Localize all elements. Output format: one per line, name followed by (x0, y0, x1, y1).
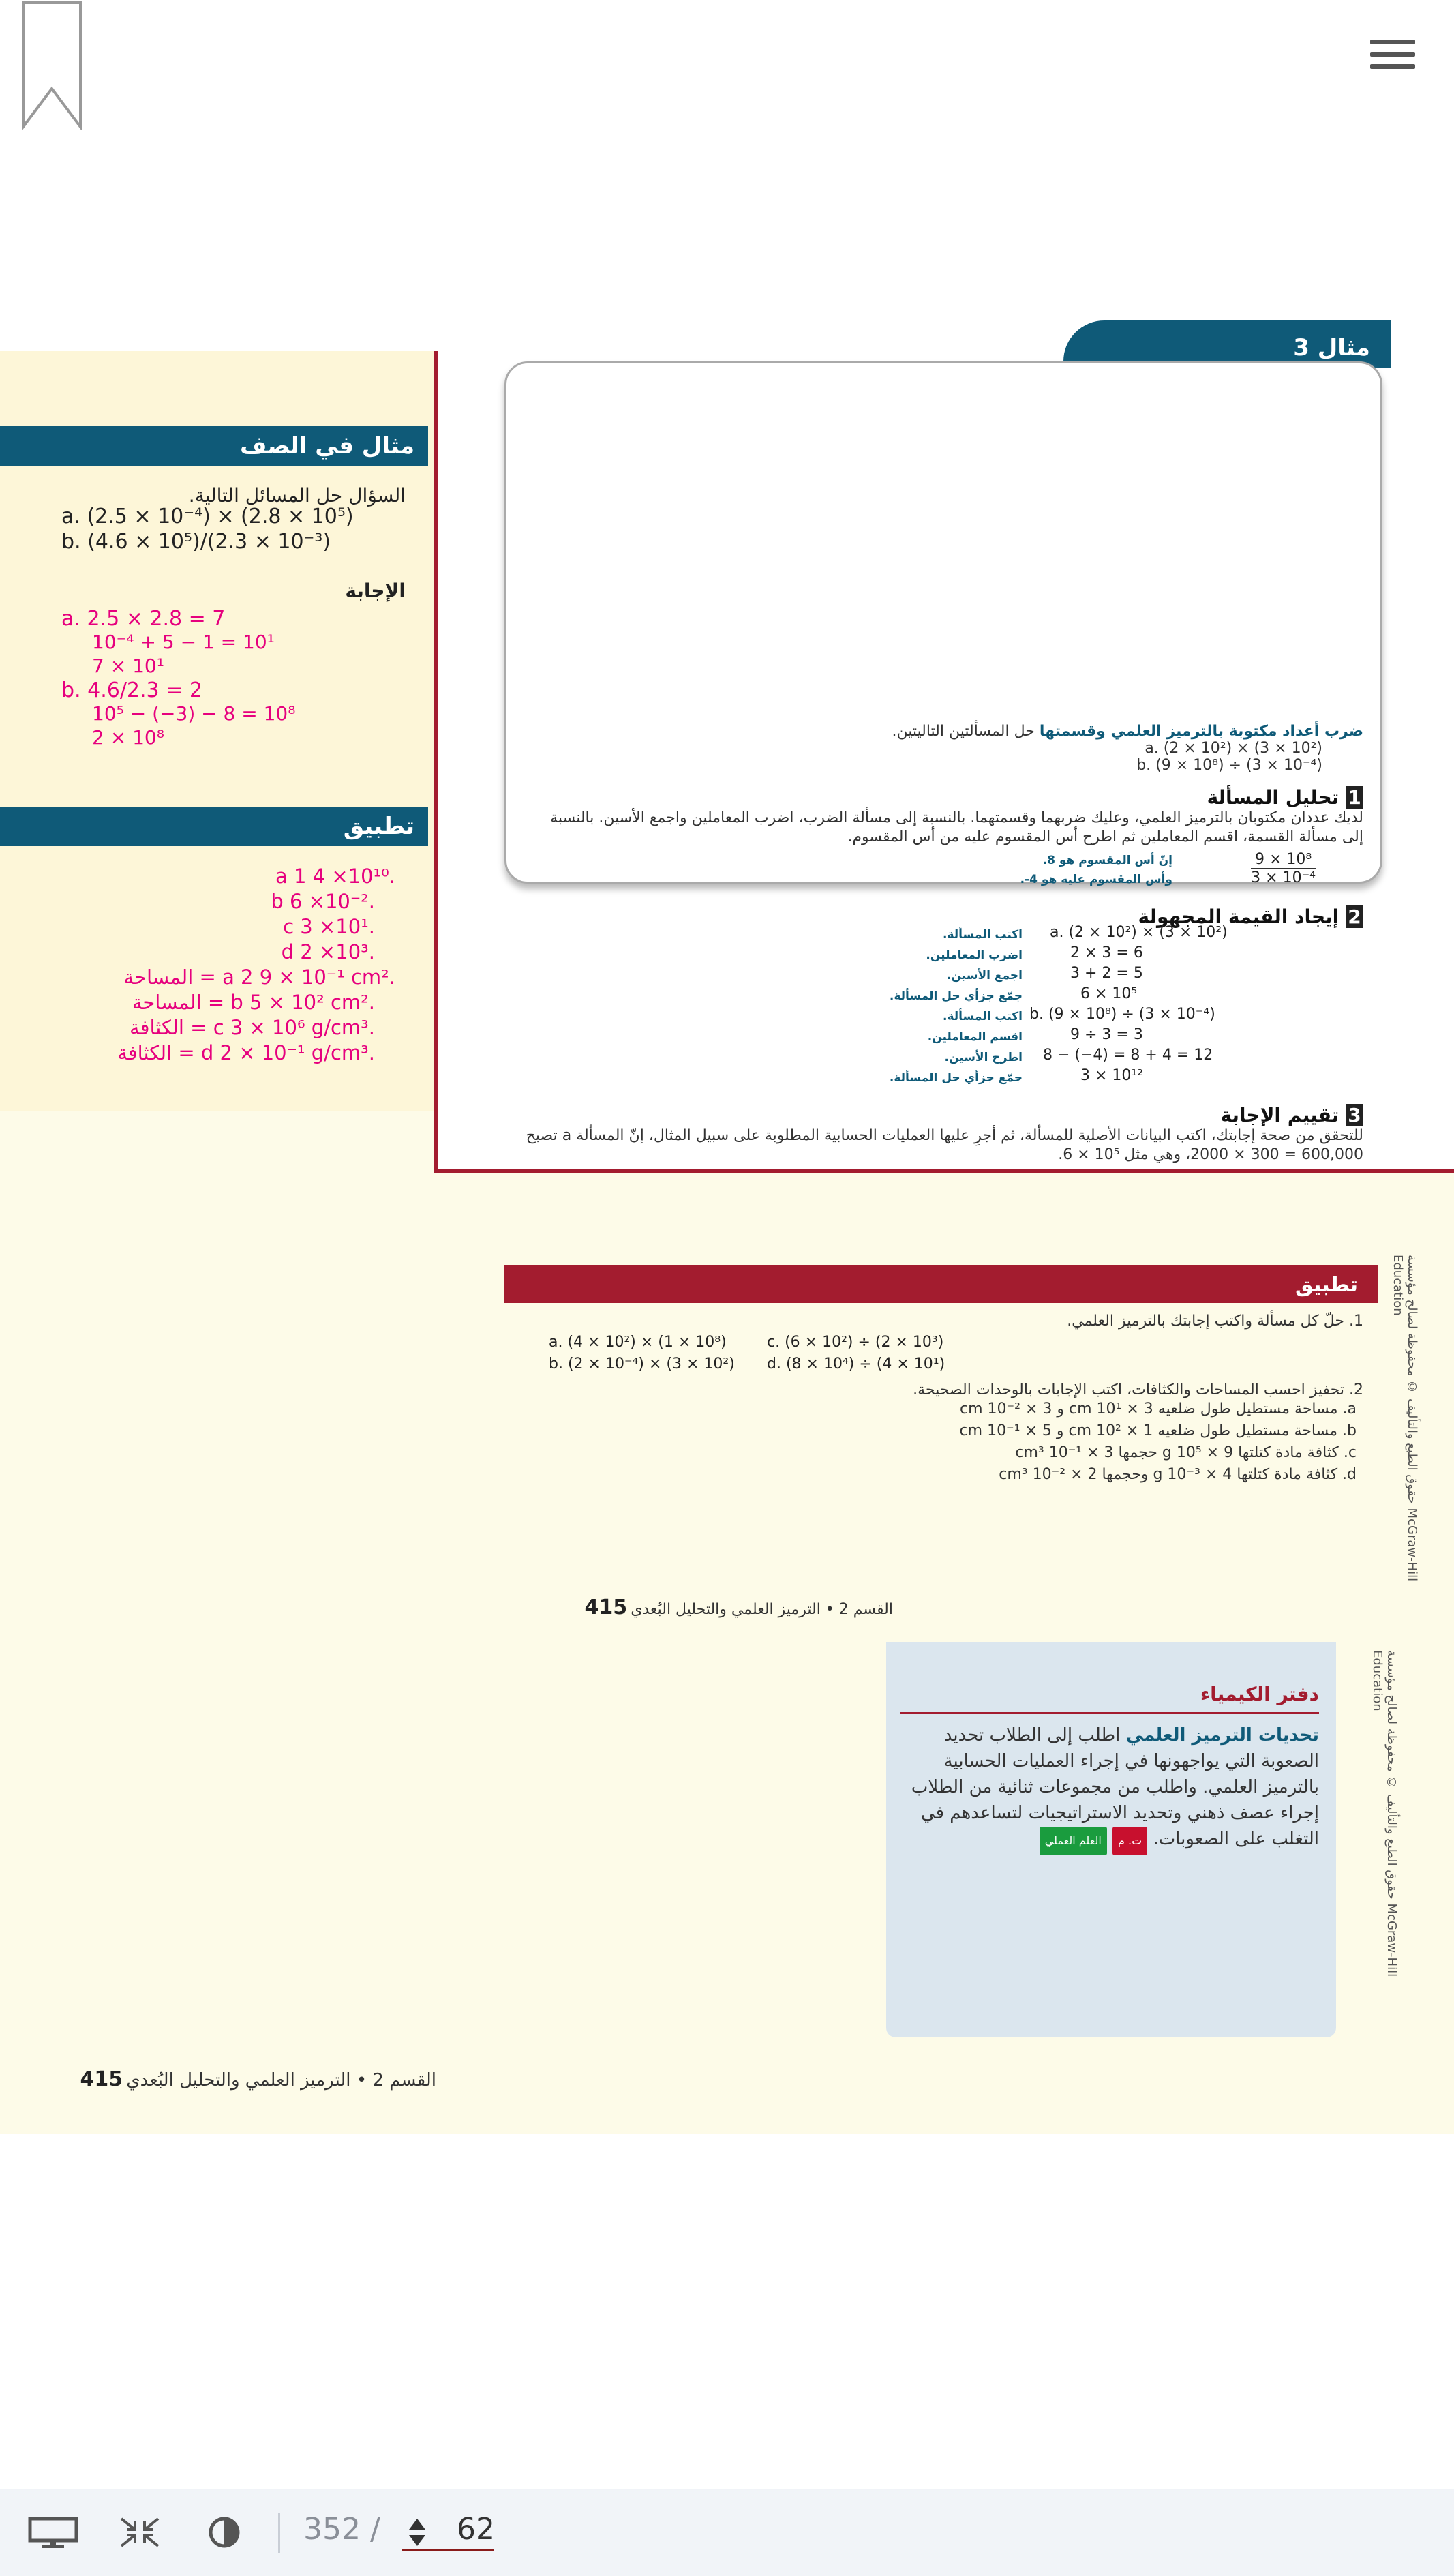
step-2-number: 2 (1346, 905, 1363, 928)
step-3-text: للتحقق من صحة إجابتك، اكتب البيانات الأصلية للمسألة، ثم أجرِ عليها العمليات الحسابية المطلوبة على سبيل المثال، إنّ المسألة a تصبح 600,000 = 300 × 2000، وهي مثل 10⁵ × 6. (526, 1127, 1363, 1163)
step-2-math: 3 + 2 = 5 (1070, 965, 1143, 982)
practice-item: d. كثافة مادة كتلتها g 10⁻³ × 4 وحجمها cm³ 10⁻² × 2 (999, 1466, 1357, 1483)
monitor-icon[interactable] (27, 2516, 79, 2549)
practice-answer: .b 5 × 10² cm² = المساحة (132, 991, 375, 1014)
answer-line: 2 × 10⁸ (92, 726, 164, 749)
example-intro: حل المسألتين التاليتين. (892, 723, 1035, 740)
step-3-title: تقييم الإجابة (1220, 1104, 1339, 1126)
step-2-math: 2 × 3 = 6 (1070, 944, 1143, 961)
practice-question-1: 1. حلّ كل مسألة واكتب إجابتك بالترميز العلمي. (1067, 1313, 1363, 1330)
notebook-heading: تحديات الترميز العلمي (1125, 1725, 1319, 1746)
tag-red: ت. م (1112, 1827, 1147, 1855)
answer-label: الإجابة (345, 580, 406, 602)
practice-item: c. كثافة مادة كتلتها g 10⁵ × 9 حجمها cm³ 10⁻¹ × 3 (1015, 1444, 1357, 1461)
practice-item: c. (6 × 10²) ÷ (2 × 10³) (767, 1334, 944, 1351)
student-page-copyright: حقوق الطبع والتأليف © محفوظة لصالح مؤسسة McGraw-Hill Education (1391, 1255, 1419, 1582)
example-3-content (525, 723, 1363, 1165)
step-1-number: 1 (1346, 786, 1363, 809)
in-class-question-b: b. (4.6 × 10⁵)/(2.3 × 10⁻³) (61, 530, 331, 554)
in-class-example-banner: مثال في الصف (0, 426, 428, 466)
step-2-label: اجمع الأسين. (947, 969, 1023, 983)
step-2-math: b. (9 × 10⁸) ÷ (3 × 10⁻⁴) (1029, 1006, 1215, 1023)
step-2-label: اقسم المعاملين. (927, 1030, 1023, 1044)
student-practice-content (525, 1313, 1363, 1486)
step-1-title: تحليل المسألة (1207, 786, 1339, 809)
answer-line: b. 4.6/2.3 = 2 (61, 678, 202, 702)
teacher-sidebar (0, 351, 436, 1111)
example-heading: ضرب أعداد مكتوبة بالترميز العلمي وقسمتها (1039, 723, 1363, 740)
practice-question-2: 2. تحفيز احسب المساحات والكثافات، اكتب الإجابات بالوحدات الصحيحة. (913, 1381, 1363, 1398)
in-class-question-label: السؤال حل المسائل التالية. (188, 484, 406, 507)
step-2-label: اضرب المعاملين. (926, 948, 1023, 962)
collapse-icon[interactable] (116, 2516, 164, 2549)
practice-item: a. (4 × 10²) × (1 × 10⁸) (549, 1334, 727, 1351)
bookmark-icon[interactable] (20, 0, 83, 130)
student-page-footer (511, 1596, 893, 1619)
step-1-fraction-bottom: 3 × 10⁻⁴ (1251, 869, 1316, 886)
practice-answer: .d 2 × 10⁻¹ g/cm³ = الكثافة (117, 1041, 375, 1064)
practice-item: a. مساحة مستطيل طول ضلعيه cm 10¹ × 3 و cm 10⁻² × 3 (960, 1401, 1357, 1418)
practice-answer: .d 2 ×10³ (281, 940, 375, 963)
teacher-page-footer (55, 2067, 436, 2091)
viewer-toolbar (0, 2489, 1454, 2576)
step-2-math: 8 − (−4) = 8 + 4 = 12 (1043, 1047, 1213, 1064)
example-3-tab: مثال 3 (1063, 320, 1391, 368)
step-2-math: a. (2 × 10²) × (3 × 10²) (1050, 924, 1228, 941)
practice-answers-banner: تطبيق (0, 807, 428, 846)
practice-answer: .c 3 × 10⁶ g/cm³ = الكثافة (130, 1016, 375, 1039)
step-1-fraction-top: 9 × 10⁸ (1251, 851, 1316, 869)
step-1-note-1: إنّ أس المقسوم هو 8. (1042, 854, 1172, 867)
practice-answer: .a 2 9 × 10⁻¹ cm² = المساحة (123, 965, 395, 989)
practice-item: d. (8 × 10⁴) ÷ (4 × 10¹) (767, 1356, 945, 1373)
notebook-divider (900, 1712, 1319, 1714)
practice-item: b. مساحة مستطيل طول ضلعيه cm 10² × 1 و cm 10⁻¹ × 5 (959, 1422, 1357, 1439)
page-number-input[interactable] (402, 2509, 494, 2551)
step-2-title: إيجاد القيمة المجهولة (1138, 905, 1339, 928)
notebook-copyright: حقوق الطبع والتأليف © محفوظة لصالح مؤسسة McGraw-Hill Education (1370, 1650, 1399, 1977)
notebook-title: دفتر الكيمياء (1200, 1683, 1319, 1705)
answer-line: a. 2.5 × 2.8 = 7 (61, 607, 226, 631)
contrast-icon[interactable] (199, 2516, 249, 2549)
practice-answer: .a 1 4 ×10¹⁰ (275, 865, 395, 888)
step-2-label: اكتب المسألة. (942, 928, 1023, 942)
practice-item: b. (2 × 10⁻⁴) × (3 × 10²) (549, 1356, 735, 1373)
answer-line: 10⁵ − (−3) − 8 = 10⁸ (92, 702, 296, 725)
step-2-label: جمّع جزأي حل المسألة. (889, 989, 1023, 1003)
in-class-question-a: a. (2.5 × 10⁻⁴) × (2.8 × 10⁵) (61, 505, 354, 528)
toolbar-separator (278, 2513, 280, 2553)
student-practice-banner: تطبيق (504, 1265, 1378, 1303)
step-2-label: اطرح الأسين. (944, 1051, 1023, 1064)
step-2-label: جمّع جزأي حل المسألة. (889, 1071, 1023, 1085)
practice-answer: .b 6 ×10⁻² (271, 890, 375, 913)
answer-line: 7 × 10¹ (92, 655, 164, 677)
example-a: a. (2 × 10²) × (3 × 10²) (1145, 740, 1322, 757)
student-footer-page-number: 415 (584, 1596, 628, 1619)
step-1-note-2: وأس المقسوم عليه هو 4-. (1020, 873, 1172, 886)
student-footer-section: القسم 2 • الترميز العلمي والتحليل البُعدي (631, 1601, 893, 1618)
tag-green: العلم العملي (1040, 1827, 1107, 1855)
step-2-math: 6 × 10⁵ (1080, 985, 1138, 1002)
teacher-footer-page-number: 415 (80, 2067, 123, 2091)
step-2-label: اكتب المسألة. (942, 1010, 1023, 1023)
teacher-footer-section: القسم 2 • الترميز العلمي والتحليل البُعدي (126, 2070, 436, 2091)
answer-line: 10⁻⁴ + 5 − 1 = 10¹ (92, 631, 275, 653)
step-2-math: 3 × 10¹² (1080, 1067, 1144, 1084)
step-2-math: 9 ÷ 3 = 3 (1070, 1026, 1143, 1043)
example-b: b. (9 × 10⁸) ÷ (3 × 10⁻⁴) (1136, 757, 1322, 774)
step-1-text: لديك عددان مكتوبان بالترميز العلمي، وعليك ضربهما وقسمتهما. بالنسبة إلى مسألة الضرب، اضرب المعاملين واجمع الأسين. بالنسبة إلى مسألة القسمة، اقسم المعاملين ثم اطرح أس المقسوم عليه من أس المقسوم. (550, 809, 1363, 845)
notebook-body: اطلب إلى الطلاب تحديد الصعوبة التي يواجهونها في إجراء العمليات الحسابية بالترميز العلمي. واطلب من مجموعات ثنائية من الطلاب إجراء عصف ذهني وتحديد الاستراتيجيات لتساعدهم في التغلب على الصعوبات. (911, 1725, 1319, 1849)
menu-icon[interactable] (1370, 40, 1415, 74)
practice-answer: .c 3 ×10¹ (283, 915, 375, 938)
page-total: 352 / (303, 2512, 380, 2547)
chemistry-notebook-content (900, 1683, 1319, 1855)
step-3-number: 3 (1346, 1104, 1363, 1126)
